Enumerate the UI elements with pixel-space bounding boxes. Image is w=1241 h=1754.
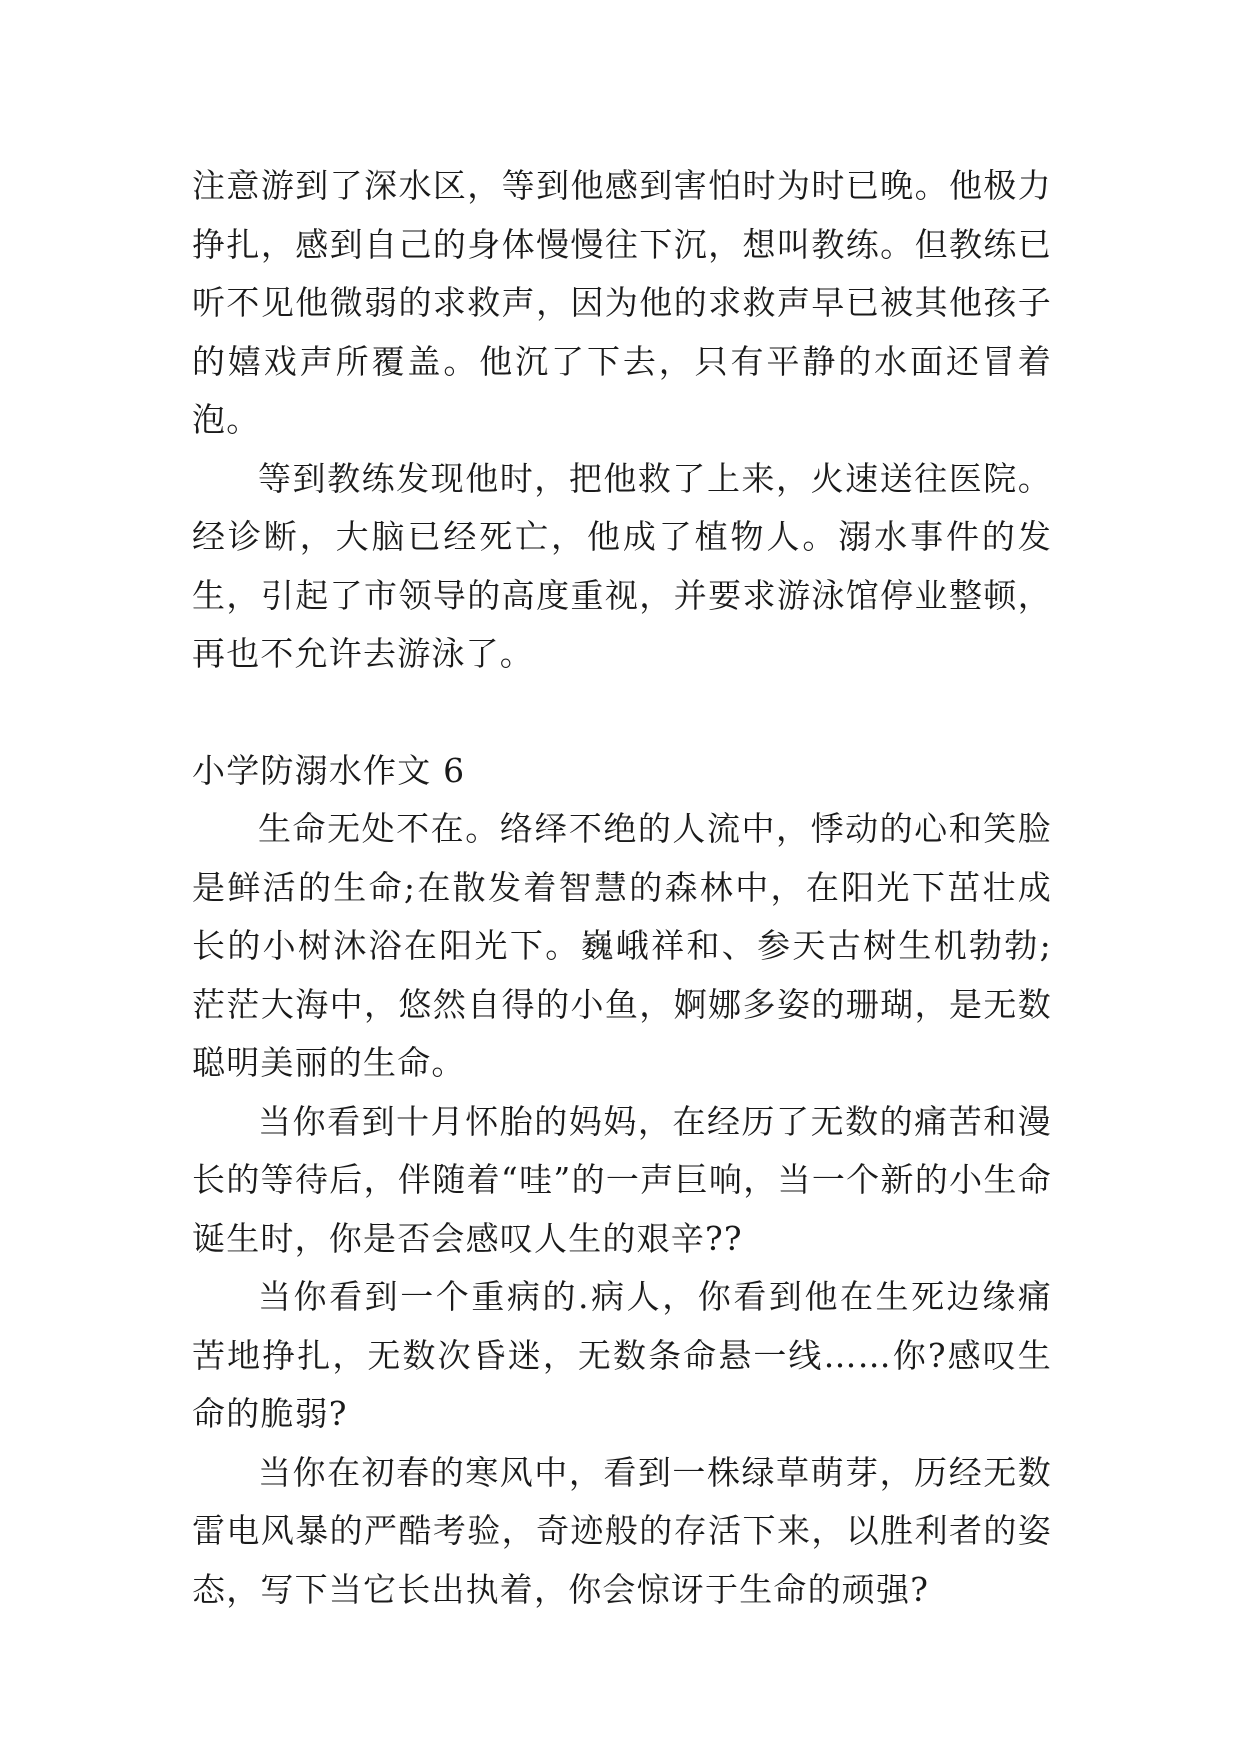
paragraph: 当你看到一个重病的.病人，你看到他在生死边缘痛苦地挣扎，无数次昏迷，无数条命悬一线……你?感叹生命的脆弱?: [192, 1277, 1052, 1433]
section-title: 小学防溺水作文 6: [192, 750, 466, 790]
paragraph: 生命无处不在。络绎不绝的人流中，悸动的心和笑脸是鲜活的生命;在散发着智慧的森林中，在阳光下茁壮成长的小树沐浴在阳光下。巍峨祥和、参天古树生机勃勃;茫茫大海中，悠然自得的小鱼，婀娜多姿的珊瑚，是无数聪明美丽的生命。: [192, 809, 1052, 1082]
paragraph: 当你看到十月怀胎的妈妈，在经历了无数的痛苦和漫长的等待后，伴随着“哇”的一声巨响，当一个新的小生命诞生时，你是否会感叹人生的艰辛??: [192, 1101, 1052, 1258]
paragraph: 当你在初春的寒风中，看到一株绿草萌芽，历经无数雷电风暴的严酷考验，奇迹般的存活下来，以胜利者的姿态，写下当它长出执着，你会惊讶于生命的顽强?: [192, 1452, 1052, 1609]
paragraph: 等到教练发现他时，把他救了上来，火速送往医院。经诊断，大脑已经死亡，他成了植物人。溺水事件的发生，引起了市领导的高度重视，并要求游泳馆停业整顿，再也不允许去游泳了。: [192, 458, 1052, 673]
document-body: [192, 157, 1052, 1619]
paragraph-continued: 注意游到了深水区，等到他感到害怕时为时已晚。他极力挣扎，感到自己的身体慢慢往下沉，想叫教练。但教练已听不见他微弱的求救声，因为他的求救声早已被其他孩子的嬉戏声所覆盖。他沉了下去，只有平静的水面还冒着泡。: [192, 166, 1052, 439]
